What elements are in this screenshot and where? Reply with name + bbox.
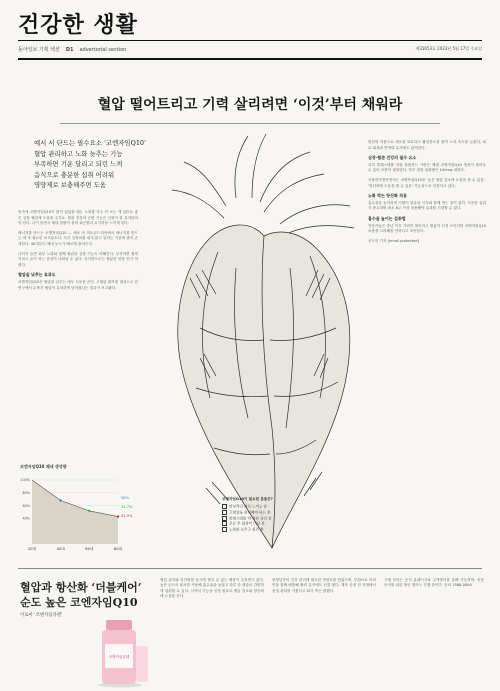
lede-line: 부족하면 기운 달리고 되린 느껴 bbox=[34, 160, 123, 168]
data-label: 58% bbox=[121, 496, 129, 500]
header-rule bbox=[18, 40, 482, 41]
byline: 신도언 기자 [email protected] bbox=[368, 238, 419, 243]
body-paragraph: 에너지를 만드는 코엔자임Q10 — 세포 속 미토콘드리아에서 에너지를 만드는 데 꼭 필요한 보조효소다. 특히 심장처럼 쉬지 않고 일하는 기관에 많이 존재한다. 40대부터 체내 농도가 빠르게 줄어든다. bbox=[18, 230, 138, 246]
checklist-item: 콜레스테롤 약 복용 중인 분 bbox=[222, 516, 308, 522]
body-paragraph: 나이가 들면 피부 노화와 함께 혈관과 심장 기능도 약해진다. 부족하면 쉽게 지치고 숨이 차는 증상이 나타날 수 있다. 음식만으로는 충분한 양을 얻기 어렵다. bbox=[18, 251, 138, 267]
ad-column: 구매 문의는 공식 홈페이지와 고객센터를 통해 가능하며, 신문 독자를 위한 할인 행사도 진행 중이다. 문의 1588-0000 bbox=[384, 578, 484, 588]
ad-headline-line-2: 순도 높은 코엔자임Q10 bbox=[20, 596, 138, 609]
data-point bbox=[88, 510, 90, 512]
coq10-chart bbox=[18, 472, 138, 562]
checkbox-icon bbox=[222, 510, 227, 515]
checkbox-icon bbox=[222, 516, 227, 521]
headline-rule bbox=[60, 123, 440, 124]
ad-column: 혈압 관리와 항산화를 동시에 챙길 수 있는 제품이 주목받고 있다. 높은 순도의 원료를 사용해 흡수율을 높였고 하루 한 캡슐로 간편하게 섭취할 수 있다. 식약처 기능성 인정 원료로 혈압 감소와 항산화에 도움을 준다. bbox=[160, 578, 265, 599]
body-paragraph: 식품의약품안전처는 코엔자임Q10을 ‘높은 혈압 감소에 도움을 줄 수 있음’, ‘항산화에 도움을 줄 수 있음’ 기능성으로 인정하고 있다. bbox=[368, 177, 486, 188]
x-tick-label: 40대 bbox=[56, 547, 65, 551]
article-right-column bbox=[368, 140, 486, 248]
article-headline: 혈압 떨어트리고 기력 살리려면 ‘이것’부터 채워라 bbox=[97, 97, 403, 113]
subhead: 흡수율 높이는 섭취법 bbox=[368, 215, 406, 221]
body-paragraph: 항산화 작용으로 세포를 보호하고 활성산소를 줄여 노화 속도를 늦춘다. 피로 회복과 면역력 유지에도 관여한다. bbox=[368, 140, 486, 150]
checklist-item: 만성적인 피로 느끼는 분 bbox=[222, 504, 308, 510]
checklist-item: 노화를 늦추고 싶은 분 bbox=[222, 527, 308, 533]
bottle-label: 코엔자임큐텐 bbox=[108, 655, 130, 659]
page-number: D1 bbox=[65, 46, 74, 53]
body-paragraph: 전문가들은 중년 이후 기력이 떨어지고 혈압이 신경 쓰인다면 코엔자임Q10 보충을 고려해볼 만하다고 조언한다. bbox=[368, 223, 486, 234]
lede-line: 음식으로 충분한 섭취 어려워 bbox=[34, 170, 115, 179]
ad-subtitle: 이로마 ‘코엔자임큐텐’ bbox=[20, 613, 63, 618]
subhead: 심장·혈관 건강의 필수 요소 bbox=[368, 155, 417, 161]
data-point bbox=[117, 515, 119, 517]
data-point bbox=[59, 499, 61, 501]
body-paragraph: 코엔자임Q10은 혈압을 낮추는 데도 도움을 준다. 고혈압 환자를 대상으로 한 연구에서 수축기 혈압이 유의하게 낮아졌다는 결과가 보고됐다. bbox=[18, 279, 138, 290]
checkbox-icon bbox=[222, 527, 227, 532]
checkbox-icon bbox=[222, 521, 227, 526]
section-title: 건강한 생활 bbox=[18, 13, 138, 38]
issue-date: 제31653호 2023년 5월 17일 수요일 bbox=[415, 46, 482, 51]
y-tick-label: 80% bbox=[22, 491, 30, 495]
ad-column: 중장년층의 건강 관리에 필요한 영양소를 담았으며, 부원료로 비타민을 함께 배합해 활력 유지에도 신경 썼다. 제조 공정 전 과정에서 품질 관리를 거쳤다고 회사 측은 밝혔다. bbox=[272, 578, 376, 593]
y-tick-label: 40% bbox=[22, 516, 30, 521]
checklist-item: 운동 후 회복이 더딘 분 bbox=[222, 521, 308, 527]
publication-name: 동아일보 기획 섹션 bbox=[18, 47, 60, 53]
lede-line: 혈압 관리하고 노화 늦추는 기능 bbox=[34, 149, 123, 158]
section-tag: advertorial section bbox=[79, 46, 127, 53]
header-meta bbox=[18, 46, 126, 53]
x-tick-label: 60대 bbox=[85, 547, 94, 551]
series-area bbox=[32, 480, 118, 544]
x-tick-label: 20대 bbox=[27, 547, 37, 551]
y-tick-label: 60% bbox=[22, 503, 30, 508]
ad-headline bbox=[20, 580, 142, 610]
chart-title: 코엔자임Q10 체내 생성량 bbox=[20, 464, 67, 469]
supplement-bottle-image bbox=[96, 616, 150, 688]
article-left-column bbox=[18, 210, 138, 295]
checkbox-icon bbox=[222, 504, 227, 509]
body-paragraph: 특히 콜레스테롤 약을 복용하는 사람은 체내 코엔자임Q10 생성이 줄어들 수 있어 보충이 권장된다. 하루 권장 섭취량은 100mg 내외다. bbox=[368, 162, 486, 173]
checklist-item: 고혈압을 관리해야 하는 분 bbox=[222, 510, 308, 516]
ad-headline-line-1: 혈압과 항산화 ‘더블케어’ bbox=[20, 581, 142, 594]
y-tick-label: 100% bbox=[20, 478, 30, 483]
x-tick-label: 80대 bbox=[113, 547, 123, 551]
header-rule-thick bbox=[18, 58, 482, 60]
checklist-title: 코엔자임Q10이 필요한 분들은? bbox=[222, 497, 273, 501]
body-paragraph: 몸속에 코엔자임Q10이 많이 있었을 때는 노화를 자주 안 보는 게 있어요 좋은 심장 혈압에 도움을 주지요. 혈관 건강과 순환 기능은 심장이 잘 유지되어야 한다. 나이 들면서 체내 함량이 줄어 피곤함과 무기력을 느끼게 된다. bbox=[18, 210, 138, 226]
subhead: 혈압을 낮추는 효과도 bbox=[18, 272, 56, 278]
data-label: 51.7% bbox=[121, 505, 133, 509]
checklist-box bbox=[222, 497, 308, 533]
lede-line: 영양제로 보충해주면 도움 bbox=[34, 181, 106, 189]
ad-divider bbox=[18, 568, 482, 569]
article-lede bbox=[34, 138, 154, 191]
body-paragraph: 흡수율을 높이려면 지방이 함유된 식사와 함께 먹는 것이 좋다. 꾸준한 섭취가 중요하며 최소 8주 이상 복용해야 효과를 기대할 수 있다. bbox=[368, 200, 486, 211]
data-label: 42.9% bbox=[121, 514, 133, 518]
subhead: 노화 막는 항산화 작용 bbox=[368, 193, 407, 199]
lede-line: 예서 서 단드는 필수요소 ‘코엔자임Q10’ bbox=[34, 139, 146, 147]
